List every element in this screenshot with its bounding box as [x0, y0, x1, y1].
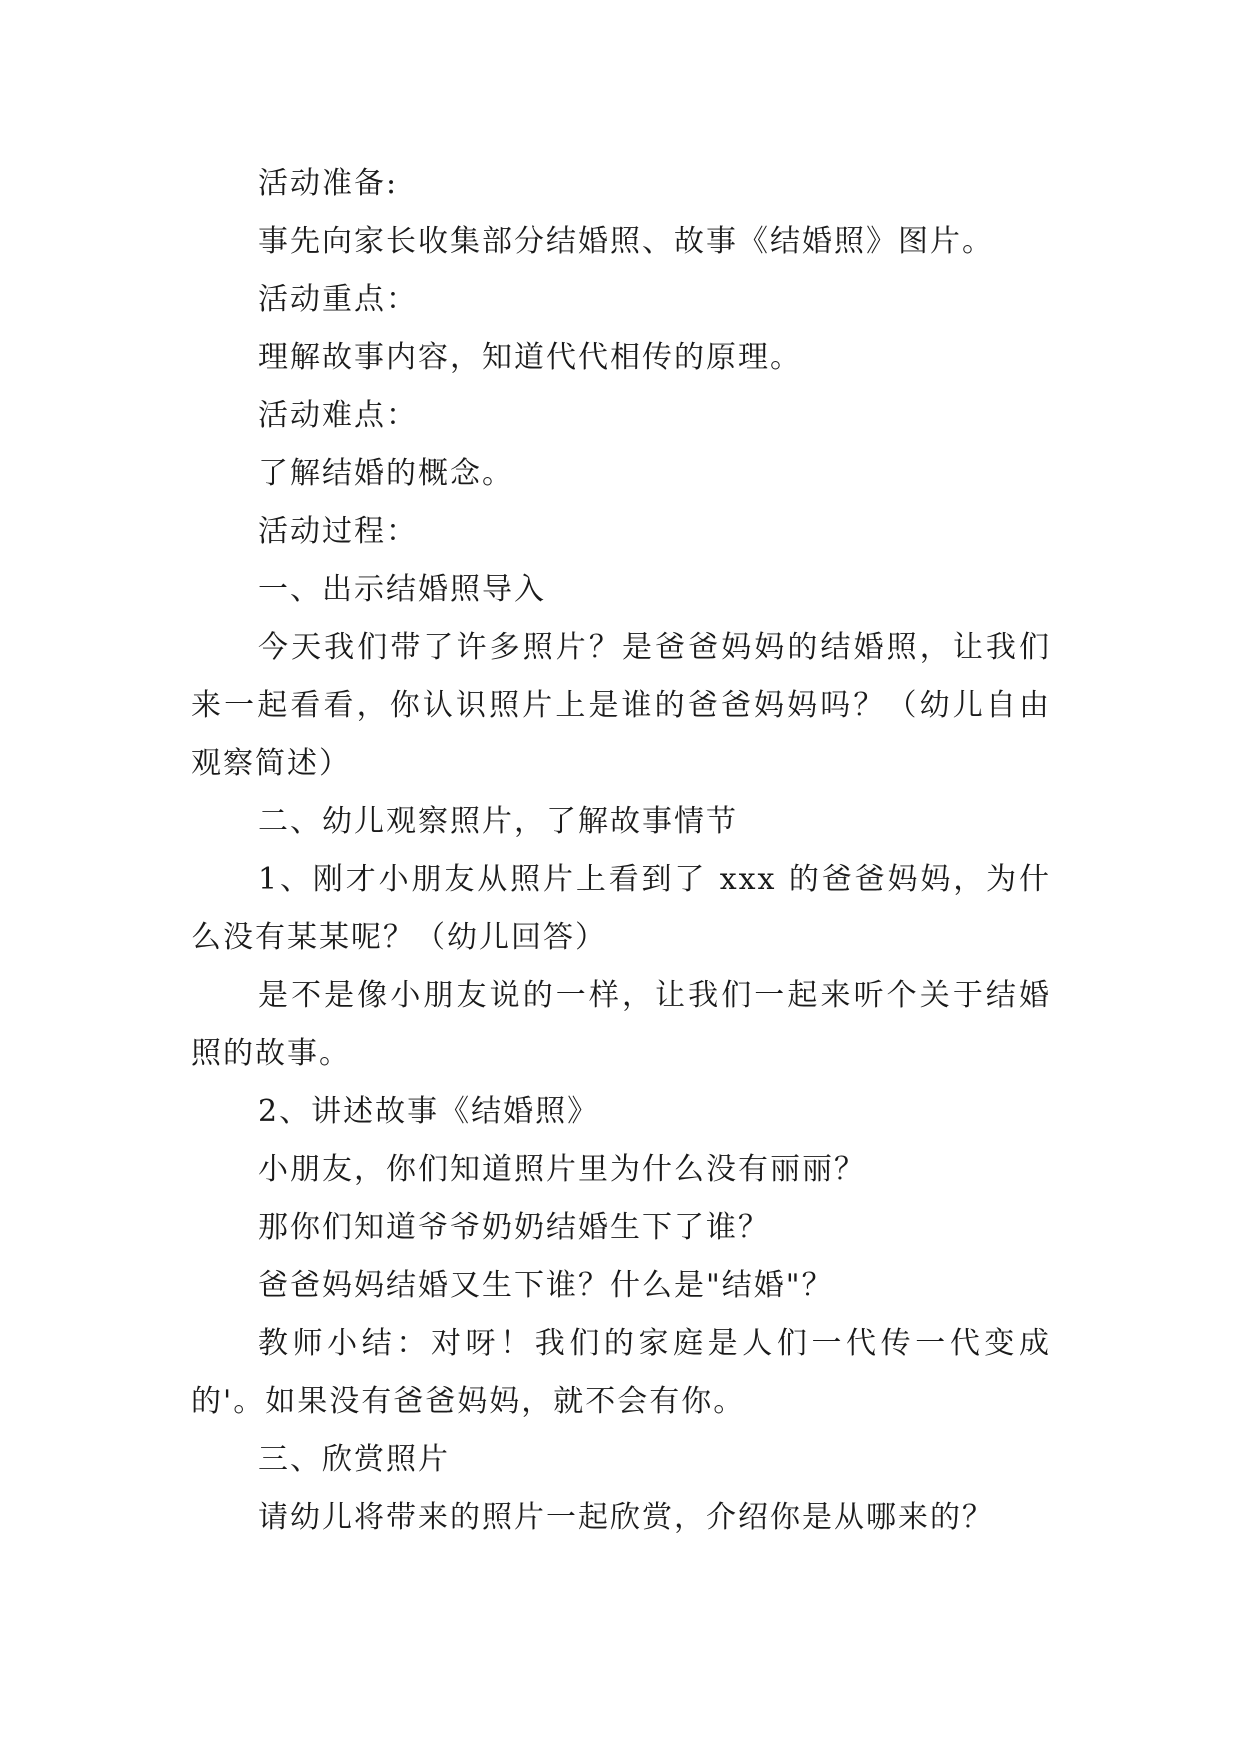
paragraph: 小朋友，你们知道照片里为什么没有丽丽？: [258, 1152, 866, 1187]
heading-process: 活动过程：: [258, 514, 418, 549]
heading-key-point: 活动重点：: [258, 282, 418, 317]
section-heading-1: 一、出示结婚照导入: [258, 572, 546, 607]
paragraph: 请幼儿将带来的照片一起欣赏，介绍你是从哪来的？: [258, 1500, 994, 1535]
paragraph-key-point: 理解故事内容，知道代代相传的原理。: [258, 340, 802, 375]
subsection-heading: 2、讲述故事《结婚照》: [258, 1094, 600, 1129]
paragraph-teacher-summary: 教师小结：对呀！我们的家庭是人们一代传一代变成的'。如果没有爸爸妈妈，就不会有你。: [191, 1326, 1051, 1419]
section-heading-3: 三、欣赏照片: [258, 1442, 450, 1477]
paragraph: 那你们知道爷爷奶奶结婚生下了谁？: [258, 1210, 770, 1245]
paragraph: 是不是像小朋友说的一样，让我们一起来听个关于结婚照的故事。: [191, 978, 1051, 1071]
paragraph: 今天我们带了许多照片？是爸爸妈妈的结婚照，让我们来一起看看，你认识照片上是谁的爸爸妈妈吗？（幼儿自由观察简述）: [191, 630, 1051, 781]
section-heading-2: 二、幼儿观察照片，了解故事情节: [258, 804, 738, 839]
paragraph: 爸爸妈妈结婚又生下谁？什么是"结婚"？: [258, 1268, 834, 1303]
paragraph-difficulty: 了解结婚的概念。: [258, 456, 514, 491]
paragraph-preparation: 事先向家长收集部分结婚照、故事《结婚照》图片。: [258, 224, 994, 259]
heading-preparation: 活动准备:: [258, 166, 399, 201]
heading-difficulty: 活动难点：: [258, 398, 418, 433]
document-body: [191, 155, 1051, 1547]
paragraph: 1、刚才小朋友从照片上看到了 xxx 的爸爸妈妈，为什么没有某某呢？（幼儿回答）: [191, 862, 1051, 955]
